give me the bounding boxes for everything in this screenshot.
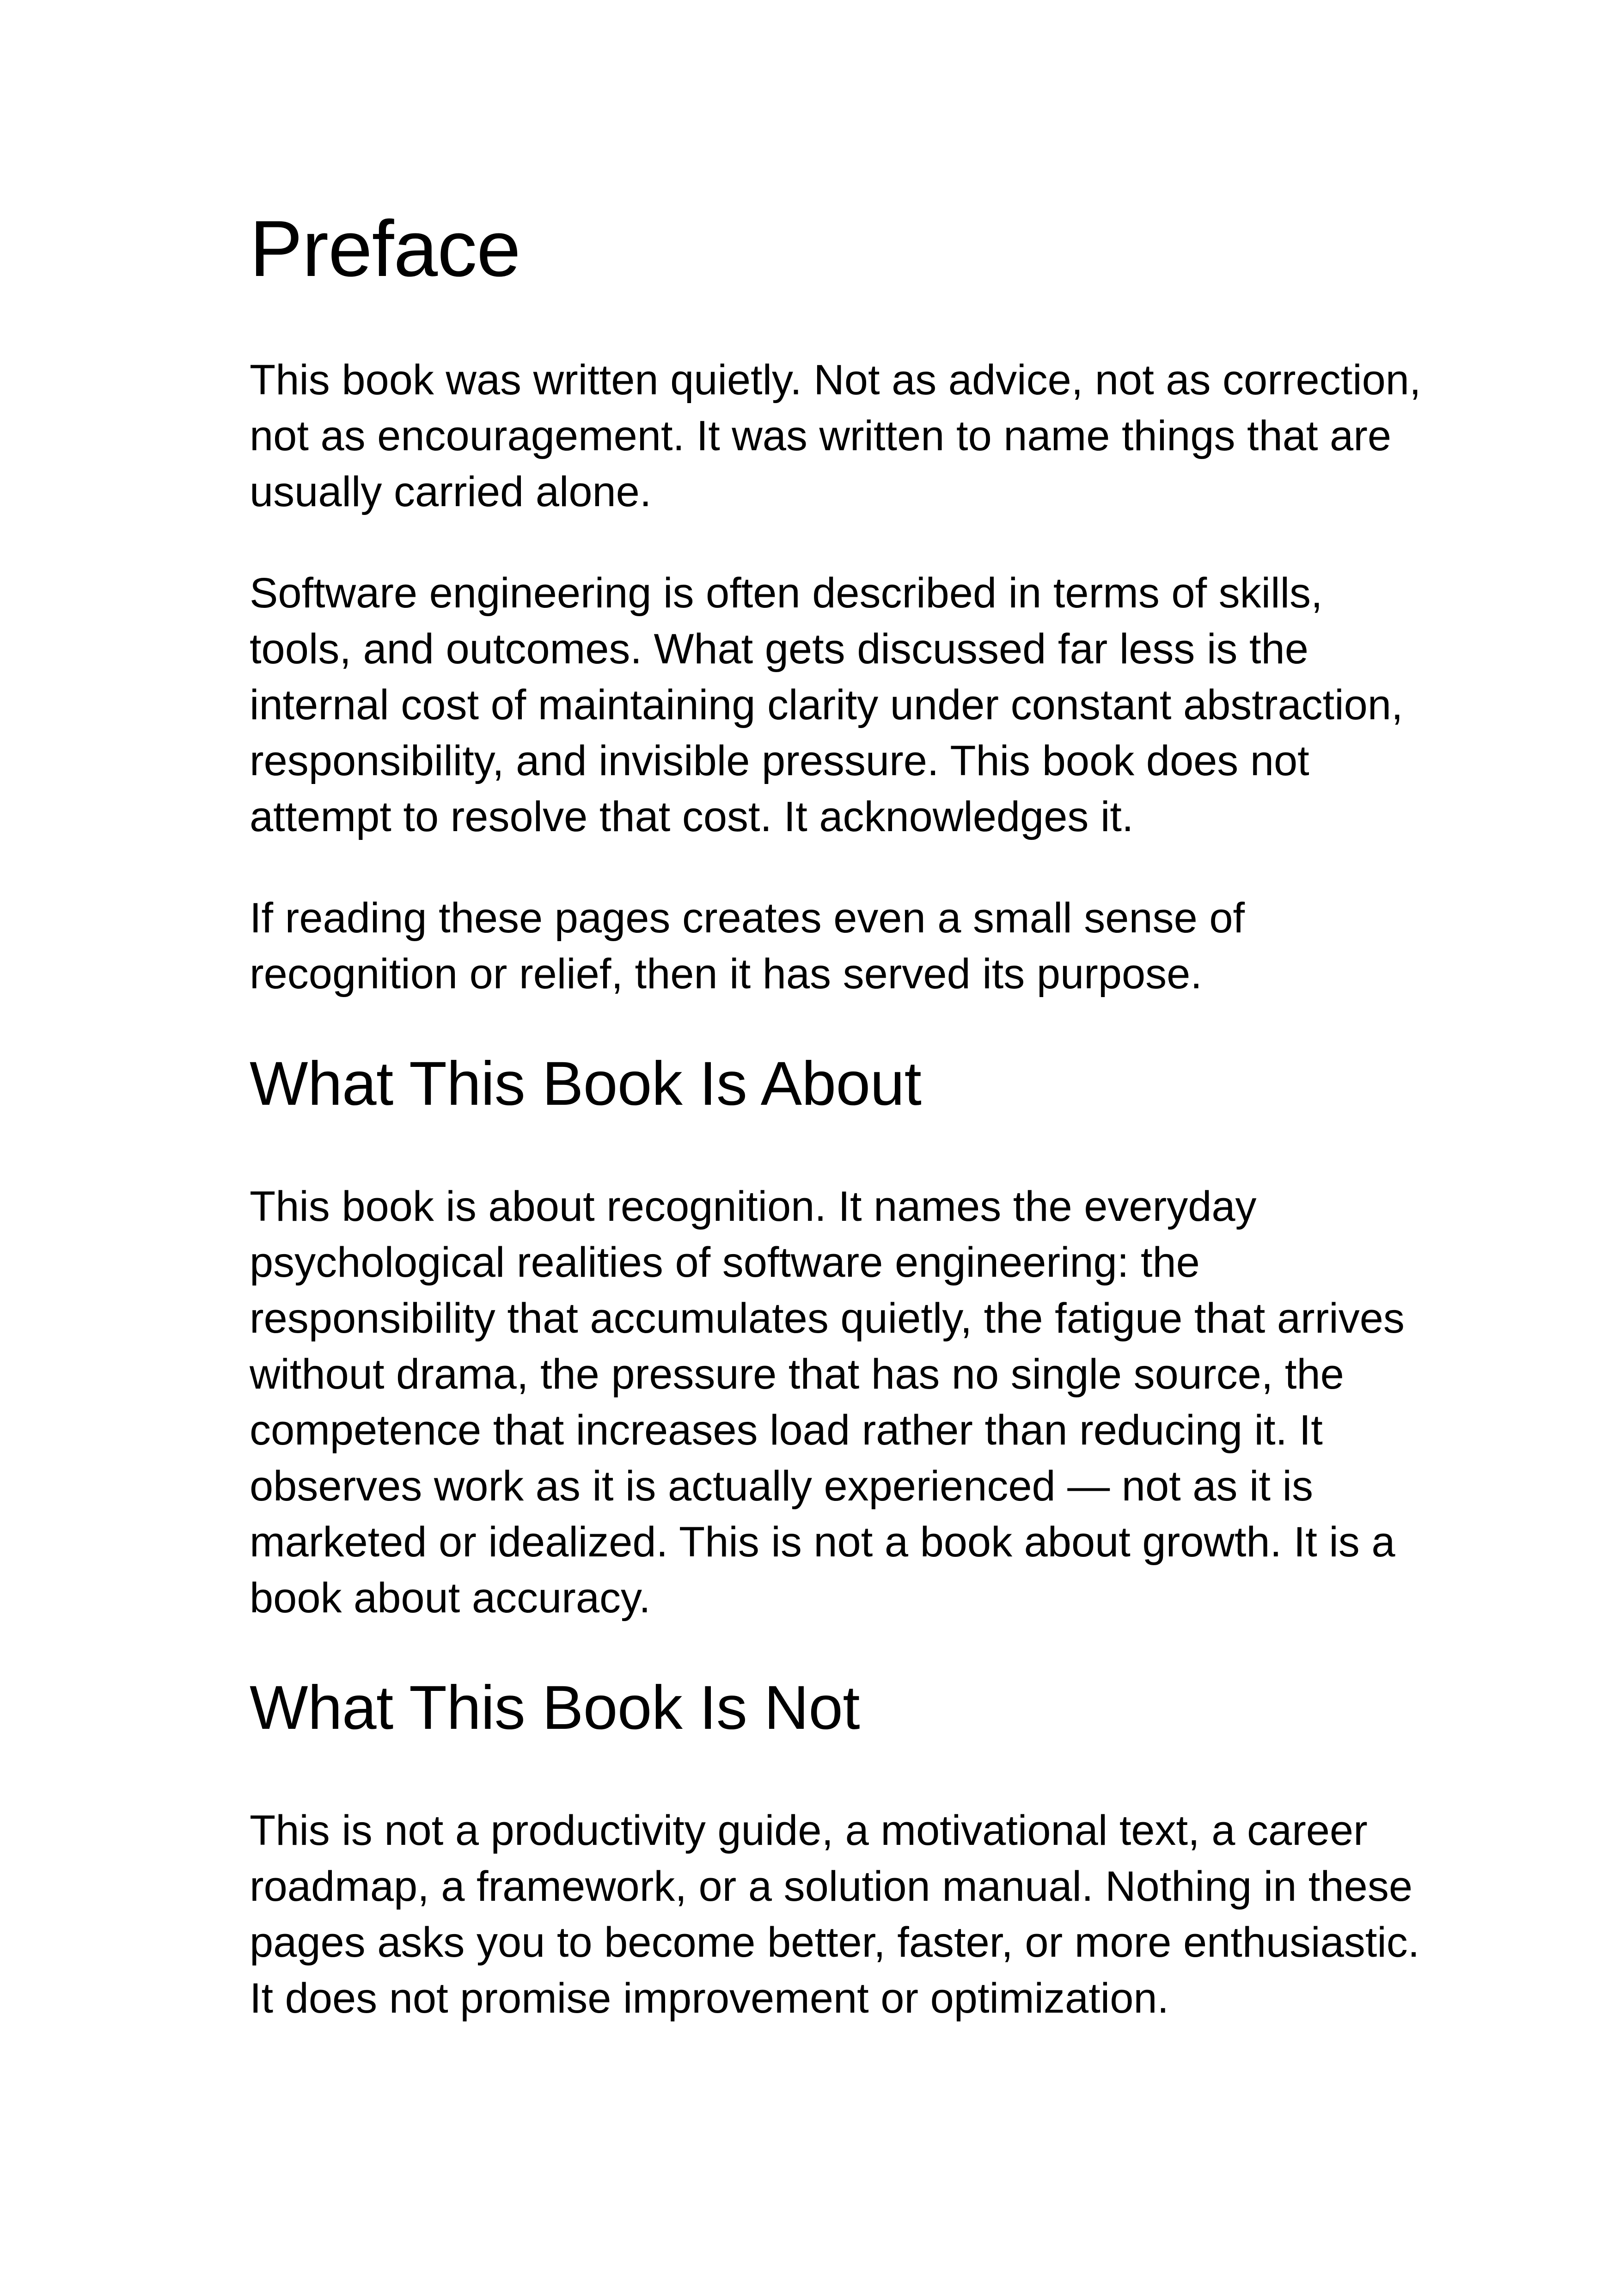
- preface-paragraph: This book was written quietly. Not as advice, not as correction, not as encouragement. It was written to name things that are usually carried alone.: [250, 356, 1421, 515]
- section-paragraph: This book is about recognition. It names the everyday psychological realities of software engineering: the responsibility that accumulates quietly, the fatigue that arrives without drama, the pressure that has no single source, the competence that increases load rather than reducing it. It observes work as it is actually experienced — not as it is marketed or idealized. This is not a book about growth. It is a book about accuracy.: [250, 1182, 1405, 1622]
- preface-paragraph: Software engineering is often described in terms of skills, tools, and outcomes. What gets discussed far less is the internal cost of maintaining clarity under constant abstraction, responsibility, and invisible pressure. This book does not attempt to resolve that cost. It acknowledges it.: [250, 569, 1403, 840]
- page-content: [250, 203, 1424, 2027]
- preface-paragraph: If reading these pages creates even a small sense of recognition or relief, then it has served its purpose.: [250, 894, 1245, 998]
- section-heading-about: What This Book Is About: [250, 1049, 922, 1118]
- section-paragraph: This is not a productivity guide, a motivational text, a career roadmap, a framework, or a solution manual. Nothing in these pages asks you to become better, faster, or more enthusiastic. It does not promise improvement or optimization.: [250, 1806, 1420, 2022]
- section-heading-not: What This Book Is Not: [250, 1673, 860, 1742]
- page-title: Preface: [250, 204, 520, 293]
